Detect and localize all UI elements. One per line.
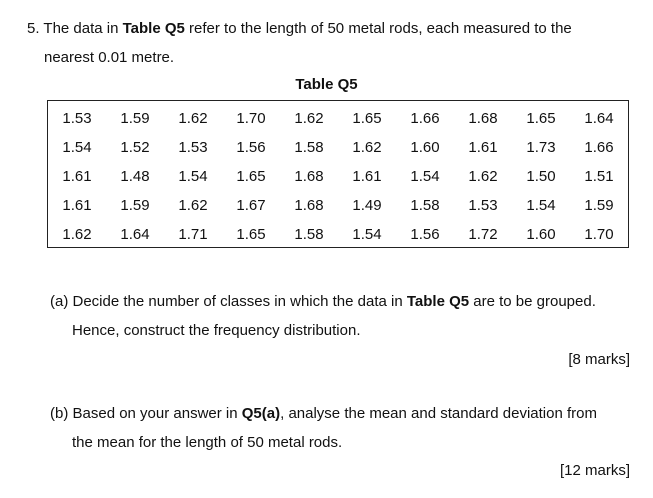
table-cell: 1.54 (410, 168, 440, 185)
table-cell: 1.53 (178, 139, 208, 156)
part-a-text-post: are to be grouped. (469, 293, 596, 310)
table-cell: 1.62 (468, 168, 498, 185)
table-cell: 1.59 (120, 197, 150, 214)
table-cell: 1.71 (178, 226, 208, 243)
table-cell: 1.48 (120, 168, 150, 185)
part-b-text-pre: (b) Based on your answer in (50, 405, 242, 422)
part-b-marks: [12 marks] (559, 462, 630, 479)
part-a-line-1 (50, 293, 596, 310)
table-cell: 1.64 (120, 226, 150, 243)
table-cell: 1.54 (62, 139, 92, 156)
table-cell: 1.50 (526, 168, 556, 185)
table-row (48, 104, 628, 133)
table-cell: 1.54 (178, 168, 208, 185)
table-cell: 1.53 (62, 110, 92, 127)
question-intro-line-1 (27, 20, 572, 37)
table-cell: 1.65 (526, 110, 556, 127)
table-cell: 1.62 (178, 110, 208, 127)
table-cell: 1.65 (236, 168, 266, 185)
table-cell: 1.64 (584, 110, 614, 127)
part-a-line-2: Hence, construct the frequency distribution. (72, 322, 361, 339)
table-row (48, 220, 628, 249)
question-text-post: refer to the length of 50 metal rods, each measured to the (184, 20, 572, 37)
table-cell: 1.54 (352, 226, 382, 243)
table-cell: 1.59 (120, 110, 150, 127)
table-row (48, 162, 628, 191)
part-b-text-post: , analyse the mean and standard deviation from (280, 405, 597, 422)
table-cell: 1.56 (410, 226, 440, 243)
table-cell: 1.70 (584, 226, 614, 243)
table-cell: 1.58 (294, 226, 324, 243)
table-cell: 1.53 (468, 197, 498, 214)
table-cell: 1.65 (352, 110, 382, 127)
table-cell: 1.54 (526, 197, 556, 214)
table-cell: 1.61 (62, 168, 92, 185)
table-cell: 1.65 (236, 226, 266, 243)
table-cell: 1.59 (584, 197, 614, 214)
table-cell: 1.60 (410, 139, 440, 156)
part-a-marks: [8 marks] (568, 351, 630, 368)
question-table-ref: Table Q5 (122, 20, 185, 37)
question-text-pre: 5. The data in (27, 20, 123, 37)
table-caption: Table Q5 (295, 76, 358, 93)
table-cell: 1.60 (526, 226, 556, 243)
table-cell: 1.70 (236, 110, 266, 127)
table-cell: 1.67 (236, 197, 266, 214)
table-cell: 1.58 (294, 139, 324, 156)
table-row (48, 191, 628, 220)
part-b-question-ref: Q5(a) (241, 405, 281, 422)
table-cell: 1.62 (352, 139, 382, 156)
table-cell: 1.62 (294, 110, 324, 127)
table-cell: 1.61 (468, 139, 498, 156)
table-cell: 1.52 (120, 139, 150, 156)
table-cell: 1.58 (410, 197, 440, 214)
table-row (48, 133, 628, 162)
table-cell: 1.66 (410, 110, 440, 127)
table-cell: 1.62 (178, 197, 208, 214)
part-b-line-1 (50, 405, 597, 422)
data-table (47, 100, 629, 248)
table-cell: 1.68 (294, 168, 324, 185)
table-cell: 1.61 (62, 197, 92, 214)
part-b-line-2: the mean for the length of 50 metal rods. (72, 434, 343, 451)
table-cell: 1.73 (526, 139, 556, 156)
table-cell: 1.61 (352, 168, 382, 185)
table-cell: 1.68 (294, 197, 324, 214)
table-cell: 1.72 (468, 226, 498, 243)
table-cell: 1.62 (62, 226, 92, 243)
table-cell: 1.49 (352, 197, 382, 214)
table-cell: 1.56 (236, 139, 266, 156)
table-cell: 1.51 (584, 168, 614, 185)
part-a-text-pre: (a) Decide the number of classes in which the data in (50, 293, 407, 310)
table-cell: 1.66 (584, 139, 614, 156)
table-cell: 1.68 (468, 110, 498, 127)
question-intro-line-2: nearest 0.01 metre. (44, 49, 175, 66)
part-a-table-ref: Table Q5 (406, 293, 470, 310)
